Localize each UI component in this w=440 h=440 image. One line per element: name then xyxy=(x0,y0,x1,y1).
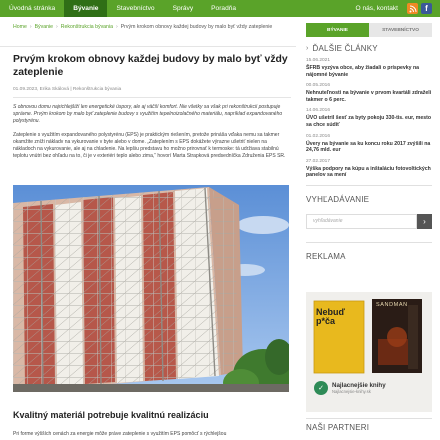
search-form xyxy=(306,214,432,229)
news-date: 01.02.2016 xyxy=(306,133,331,139)
latest-articles-title: ĎALŠIE ČLÁNKY xyxy=(312,44,378,53)
divider xyxy=(13,97,291,98)
ad-brand-url: Najlacnejsie-knihy.sk xyxy=(332,389,371,394)
nav-item-news[interactable]: Správy xyxy=(172,5,194,12)
news-link[interactable]: Výška podpory na kúpu a inštaláciu fotovoltických panelov sa mení xyxy=(306,165,431,179)
article xyxy=(13,50,291,160)
article-meta: 01.09.2023, Erika Skálová | Rekonštrukcia bývania xyxy=(13,87,122,92)
article-photo xyxy=(13,185,289,392)
ad-book-title: SANDMAN xyxy=(376,302,408,308)
ad-heading: REKLAMA xyxy=(306,251,346,261)
ad-book-title: Nebuď p*ča xyxy=(316,307,345,326)
chevron-right-icon: › xyxy=(306,45,309,52)
breadcrumb-renovation[interactable]: Rekonštrukcia bývania xyxy=(60,24,113,30)
breadcrumb-separator: › xyxy=(115,24,118,30)
list-item xyxy=(306,134,432,154)
news-link[interactable]: Úvery na bývanie sa ku koncu roku 2017 zvýšili na 24,76 mld. eur xyxy=(306,140,431,154)
breadcrumb-home[interactable]: Home xyxy=(13,24,27,30)
breadcrumb-housing[interactable]: Bývanie xyxy=(34,24,54,30)
nav-spacer xyxy=(245,0,346,17)
social-links xyxy=(407,0,440,17)
list-item xyxy=(306,159,432,179)
search-heading: VYHĽADÁVANIE xyxy=(306,194,370,204)
article-subtitle: Kvalitný materiál potrebuje kvalitnú realizáciu xyxy=(13,410,209,420)
ad-logo xyxy=(314,381,386,395)
list-item xyxy=(306,108,432,128)
nav-item-construction[interactable]: Stavebníctvo xyxy=(116,5,155,12)
breadcrumb xyxy=(13,23,289,31)
facebook-icon[interactable]: f xyxy=(421,3,432,14)
news-link[interactable]: ŠFRB vyzýva obce, aby žiadali o príspevky na nájomné bývanie xyxy=(306,65,420,78)
news-list xyxy=(306,58,432,179)
divider xyxy=(306,418,432,419)
partners-heading: NAŠI PARTNERI xyxy=(306,423,370,432)
search-button[interactable]: › xyxy=(417,214,432,229)
top-navigation xyxy=(0,0,440,17)
tab-housing[interactable]: BÝVANIE xyxy=(306,23,369,37)
breadcrumb-current: Prvým krokom obnovy každej budovy by malo byť vždy zateplenie xyxy=(120,24,273,30)
news-date: 14.06.2016 xyxy=(306,108,331,114)
news-date: 27.02.2017 xyxy=(306,158,331,164)
breadcrumb-separator: › xyxy=(29,24,32,30)
nav-item-advice[interactable]: Poradňa xyxy=(211,5,237,12)
latest-articles-heading xyxy=(306,44,432,53)
sidebar-tabs xyxy=(306,23,432,37)
news-date: 15.06.2021 xyxy=(306,58,331,63)
ad-brand: Najlacnejšie knihy xyxy=(332,382,386,389)
sidebar xyxy=(306,23,432,261)
list-item xyxy=(306,58,432,78)
divider xyxy=(0,46,296,47)
article-paragraph: Pri forme výšších cenách za energie môže práve zateplenie s využitím EPS pomôcť s rýchlejšou xyxy=(13,431,227,437)
nav-item-home[interactable]: Úvodná stránka xyxy=(9,5,56,12)
list-item xyxy=(306,83,432,103)
search-input[interactable]: vyhľadávanie xyxy=(306,214,417,229)
article-paragraph: Zateplenie s využitím expandovaného polystyrénu (EPS) je praktickým riešením, pretože prináša vďaka nemu sa takmer okamžite zníži nákladv na vykurovanie v byte alebo v dome. „Zateplením s EPS dokážete výrazne ušetriť nielen na nákladoch na vykurovanie, ale aj na chladenie. Na lepšiu predstavu ho možno prirovnať k termoske: tá udržiava stabilnú teplotu vnútri bez ohľadu na to, či je v exteriéri teplo alebo zima,“ hovorí Marta Strapková predsedníčka Združenia EPS SR. xyxy=(13,131,286,160)
rss-icon[interactable] xyxy=(407,3,418,14)
divider xyxy=(306,242,432,243)
article-title: Prvým krokom obnovy každej budovy by malo byť vždy zateplenie xyxy=(13,54,288,78)
nav-item-housing[interactable]: Bývanie xyxy=(64,0,107,17)
news-link[interactable]: Nehnuteľnosti na bývanie v prvom kvartáli zdraželi takmer o 6 perc. xyxy=(306,90,432,103)
book-icon: ✓ xyxy=(314,381,328,395)
breadcrumb-separator: › xyxy=(56,24,58,30)
article-lead: S obnovou domu najrichlejšiží len energetické úspory, ale aj väčší komfort. Nie všetky sa však pri rekonštrukcii postupuje správne. Prvým krokom by malo byť zateplenie budovy s využitím tepelnoizolačného materiálu, napríklad expandovaného polystyrénu. xyxy=(13,104,283,125)
nav-item-about-contact[interactable]: O nás, kontakt xyxy=(355,5,398,12)
divider xyxy=(306,185,432,186)
ad-banner[interactable] xyxy=(306,292,432,412)
tab-construction[interactable]: STAVEBNÍCTVO xyxy=(369,23,432,37)
news-link[interactable]: ÚVO ušetril šesť za byty pokoju 330-tis. eur, mesto sa chce súdiť xyxy=(306,115,432,128)
news-date: 00.05.2016 xyxy=(306,83,331,89)
